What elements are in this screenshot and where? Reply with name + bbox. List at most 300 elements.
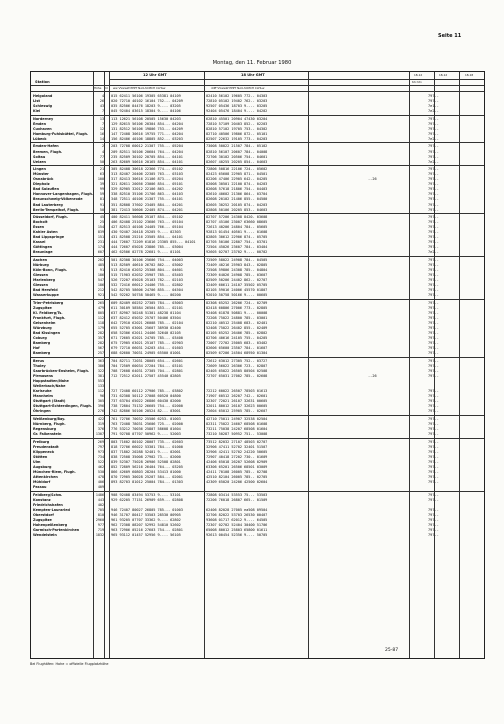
- station-name: Oberstdorf: [33, 512, 54, 517]
- obs-12utc: 946 72407 80027 26805 785--- 01003: [111, 507, 183, 512]
- table-row: [31, 432, 486, 437]
- station-name: Frankfurt, Flugh.: [33, 316, 66, 321]
- station-height: 257: [97, 351, 104, 356]
- station-name: Giessen: [33, 273, 48, 278]
- station-name: Emden: [33, 121, 46, 126]
- obs-18utc: 82805 30612 22906 874-- 05705: [206, 235, 268, 240]
- extra-columns: 797--: [428, 240, 439, 245]
- group-separator: [31, 299, 484, 300]
- station-height: 282: [97, 341, 104, 346]
- station-height: 91: [99, 202, 104, 207]
- obs-18utc: 82707 45106 23007 63660 08605: [206, 220, 268, 225]
- station-name: Wasserkuppe: [33, 293, 59, 298]
- station-name: Bad Hersfeld: [33, 288, 58, 293]
- weather-table: [30, 71, 485, 659]
- station-height: 91: [99, 268, 104, 273]
- station-name: Freudenstadt: [33, 444, 59, 449]
- station-height: 547: [97, 278, 104, 283]
- station-height: 357: [97, 336, 104, 341]
- station-name: Bad Lippspringe: [33, 235, 65, 240]
- obs-12utc: 776 53212 70036 25807 58608 01604: [111, 427, 181, 432]
- extra-columns: 797--: [428, 167, 439, 172]
- obs-12utc: 837 71802 20288 52401 9---- 02001: [111, 449, 181, 454]
- extra-columns: 797--: [428, 346, 439, 351]
- station-height: 522: [97, 459, 104, 464]
- obs-18utc: 72707 65031 27002 785-- 02608: [206, 374, 268, 379]
- obs-18utc: 32011 80012 26107 32623 00605: [206, 404, 268, 409]
- extra-columns: 797--: [428, 305, 439, 310]
- header-sub12: ww VVwwW PPPT NₕCLhCMCH CLHLw: [113, 86, 166, 90]
- station-height: 99: [99, 187, 104, 192]
- station-height: 50: [99, 159, 104, 164]
- obs-18utc: 73211 75038 24207 68508 01604: [206, 427, 268, 432]
- page-number: Seite 11: [438, 33, 462, 39]
- obs-12utc: 329 82905 32012 22106 863--- 04202: [111, 187, 183, 192]
- station-name: Augsburg: [33, 464, 52, 469]
- station-name: Coburg: [33, 336, 47, 341]
- obs-12utc: 400 82411 56608 25107 854--- 05102: [111, 215, 183, 220]
- extra-columns: 797--: [428, 374, 439, 379]
- station-height: 1832: [95, 533, 104, 538]
- obs-18utc: 62810 45501 20904 47430 03204: [206, 116, 268, 121]
- obs-12utc: 637 82907 50248 51301 48238 01104: [111, 311, 181, 315]
- station-name: Kiel: [33, 109, 41, 114]
- obs-18utc: 72212 60022 26507 78503 01613: [206, 389, 268, 394]
- station-height: 319: [97, 422, 104, 427]
- obs-18utc: 72208 75022 24800 785-- 03001: [206, 316, 268, 321]
- header-sub18: ddff VVwwW PPPT NₕCLhCMCH CLHLw: [211, 86, 265, 90]
- extra-columns: 797--: [428, 326, 439, 331]
- obs-12utc: 704 82711 72031 28005 654--- 02601: [111, 358, 183, 363]
- station-height: 805: [97, 311, 104, 315]
- obs-18utc: 92813 01454 40501 9---- 01608: [206, 230, 268, 235]
- obs-12utc: 381 72413 50606 22405 874--- 04201: [111, 207, 183, 212]
- station-name: Konstanz: [33, 497, 51, 502]
- remark: --26: [368, 177, 377, 182]
- obs-18utc: 82509 67206 24504 68950 01304: [206, 351, 268, 356]
- station-height: 479: [97, 305, 104, 310]
- obs-12utc: 962 72308 08207 52992 54810 52602: [111, 523, 181, 527]
- extra-columns: 797--: [428, 394, 439, 399]
- obs-12utc: 961 93205 07707 33362 9---- 62802: [111, 517, 181, 522]
- station-height: 797: [97, 444, 104, 449]
- obs-18utc: 82311 75022 24607 68508 01608: [206, 422, 268, 427]
- obs-18utc: 62406 82028 27005 ea508 09504: [206, 507, 268, 512]
- station-name: Geisenheim: [33, 321, 56, 326]
- station-name: Friedrichshafen: [33, 502, 63, 507]
- obs-18utc: 32409 60611 24107 35502 05705: [206, 283, 268, 288]
- station-name: Zugspitze: [33, 517, 52, 522]
- obs-12utc: 203 72708 60012 21307 755--- 05204: [111, 144, 183, 149]
- extra-columns: 797--: [428, 230, 439, 235]
- extra-columns: 797--: [428, 94, 439, 98]
- station-height: 386: [97, 364, 104, 368]
- extra-columns: 797--: [428, 409, 439, 414]
- station-name: Aachen: [33, 258, 48, 262]
- obs-12utc: 737 63704 65022 26806 60430 02000: [111, 399, 181, 404]
- header-gmt12: 12 Uhr GMT: [143, 73, 167, 77]
- obs-18utc: 72810 57109 20403 852-- 02203: [206, 121, 268, 126]
- station-height: 406: [97, 480, 104, 485]
- station-name: Feldberg/Schw.: [33, 492, 63, 497]
- obs-12utc: 462 62506 02778 22601 9---- 01101: [111, 250, 181, 255]
- station-name: List: [33, 99, 40, 104]
- extra-columns: 797--: [428, 399, 439, 404]
- obs-18utc: 72007 72702 25005 683-- 03402: [206, 341, 268, 346]
- obs-12utc: 313 82407 20406 22305 763--- 03103: [111, 172, 183, 177]
- extra-columns: 797--: [428, 480, 439, 485]
- obs-12utc: 671 72605 62021 24705 785--- 03400: [111, 336, 183, 341]
- station-name: Bad Lauterberg: [33, 202, 63, 207]
- footnote: Bei Flughäfen: Hohe = offizielle Flugplatzhöhe: [30, 662, 109, 666]
- station-name: Nürnberg, Flugh.: [33, 422, 66, 427]
- obs-12utc: 542 82705 58606 24706 855--- 04504: [111, 288, 183, 293]
- obs-12utc: 020 72710 40102 16104 752--- 04209: [111, 99, 183, 104]
- extra-columns: 797--: [428, 207, 439, 212]
- obs-18utc: 32307 72021 26107 32631 00605: [206, 399, 268, 404]
- header-hoehe: Höhe: [94, 86, 102, 90]
- obs-18utc: 82308 65252 26206 724-- 02709: [206, 300, 268, 305]
- obs-18utc: 82808 50106 20205 853-- 04603: [206, 207, 268, 212]
- station-name: Bamberg: [33, 351, 51, 356]
- station-height: 402: [97, 502, 104, 507]
- station-name: Hof: [33, 346, 40, 351]
- station-name: Zugspitze: [33, 305, 52, 310]
- extra-columns: 797--: [428, 121, 439, 126]
- station-height: 4: [101, 94, 104, 98]
- table-row: [31, 208, 486, 213]
- obs-18utc: 92605 02707 23702 9---- 00702: [206, 250, 268, 255]
- station-height: 202: [97, 258, 104, 262]
- group-separator: [31, 142, 484, 143]
- extra-columns: 7e1--: [428, 104, 439, 109]
- station-name: Regensburg: [33, 427, 57, 432]
- obs-12utc: 965 93112 01457 52956 9---- 56105: [111, 533, 181, 538]
- obs-12utc: 763 72408 78031 25606 725--- 02000: [111, 422, 183, 427]
- extra-columns: 797--: [428, 523, 439, 527]
- station-name: Kahler Asten: [33, 230, 58, 235]
- obs-18utc: 82418 60806 27006 773-- 02805: [206, 305, 268, 310]
- extra-columns: 797--: [428, 202, 439, 207]
- obs-12utc: 791 92708 07707 50962 9---- 52003: [111, 432, 181, 437]
- extra-columns: 797--: [428, 177, 439, 182]
- extra-columns: 797--: [428, 321, 439, 326]
- obs-18utc: 72504 45026 23607 784-- 03404: [206, 245, 268, 250]
- remark: --26: [368, 374, 377, 379]
- obs-12utc: 712 72512 62011 27507 45540 02805: [111, 374, 181, 379]
- station-height: 443: [97, 497, 104, 502]
- extra-columns: 797--: [428, 283, 439, 288]
- obs-12utc: 015 62411 56106 19305 65381 04109: [111, 94, 181, 98]
- extra-columns: 797--: [428, 389, 439, 394]
- obs-18utc: 82705 50106 22807 754-- 03701: [206, 240, 268, 245]
- obs-12utc: 870 72905 30028 25207 584--- 02001: [111, 475, 183, 480]
- station-name: Bocholt: [33, 220, 48, 225]
- station-height: 322: [97, 369, 104, 374]
- station-name: Hannover-Langenhagen, Flugh.: [33, 192, 94, 197]
- obs-18utc: 82423 65608 22905 871-- 04501: [206, 172, 268, 177]
- table-row: [31, 533, 486, 538]
- table-row: [31, 137, 486, 142]
- station-height: 282: [97, 331, 104, 336]
- station-height: 25: [99, 220, 104, 225]
- station-height: 231: [97, 240, 104, 245]
- station-height: 607: [97, 250, 104, 255]
- station-name: Öhringen: [33, 409, 51, 414]
- station-name: Karlsruhe: [33, 389, 52, 394]
- obs-12utc: 035 82506 84476 18203 9---- 03205: [111, 104, 181, 109]
- obs-18utc: 82206 47406 22905 642-- 04205: [206, 177, 268, 182]
- station-name: Weilerbach/Nahe: [33, 384, 66, 389]
- station-name: Kassel: [33, 240, 46, 245]
- obs-12utc: 351 82808 37602 23405 884--- 04201: [111, 202, 183, 207]
- obs-18utc: 52408 75022 26402 855-- 02409: [206, 326, 268, 331]
- station-name: Gr. Falkenstein: [33, 432, 62, 437]
- obs-12utc: 526 72207 65028 25103 782--- 02103: [111, 278, 183, 283]
- station-height: 154: [97, 225, 104, 230]
- station-name: Bremen, Flugh.: [33, 149, 63, 154]
- extra-columns: 797--: [428, 220, 439, 225]
- station-name: Trier-Petrisberg: [33, 300, 64, 305]
- station-height: 7: [101, 121, 104, 126]
- obs-18utc: 82706 40616 24105 755-- 04205: [206, 336, 268, 341]
- extra-columns: 7e2--: [428, 159, 439, 164]
- station-name: Schleswig: [33, 104, 53, 109]
- extra-columns: 797--: [428, 154, 439, 159]
- obs-18utc: 73512 82032 27107 48503 02707: [206, 439, 268, 444]
- table-row: [31, 109, 486, 114]
- station-name: Wendelstein: [33, 533, 57, 538]
- obs-18utc: 72508 59806 24308 785-- 04804: [206, 268, 268, 273]
- obs-12utc: 852 72809 56216 26404 764--- 03205: [111, 464, 183, 469]
- extra-columns: 797--: [428, 417, 439, 421]
- station-name: Tholey: [33, 364, 46, 368]
- obs-18utc: 82405 65022 26505 80504 02508: [206, 369, 268, 374]
- obs-12utc: 803 71602 80102 28007 735--- 02603: [111, 439, 183, 444]
- station-name: Attenkirchen: [33, 475, 58, 480]
- station-height: 363: [97, 358, 104, 363]
- station-height: 186: [97, 283, 104, 288]
- obs-18utc: 71907 60512 26207 742-- 02601: [206, 394, 268, 399]
- extra-columns: 797--: [428, 507, 439, 512]
- obs-18utc: 72907 40418 27202 730-- 01609: [206, 454, 268, 459]
- obs-12utc: 156 82406 40106 18805 852--- 03203: [111, 136, 183, 141]
- obs-12utc: 444 72607 72209 61816 23305 855--- 04101: [111, 240, 196, 245]
- station-height: 422: [97, 417, 104, 421]
- station-height: 26: [99, 99, 104, 104]
- station-height: 381: [97, 374, 104, 379]
- extra-columns: 797--: [428, 336, 439, 341]
- obs-12utc: 642 72910 62021 26008 785--- 02104: [111, 321, 183, 326]
- obs-18utc: 82509 50206 24402 862-- 02707: [206, 278, 268, 283]
- group-separator: [31, 438, 484, 439]
- obs-18utc: 32706 82022 53703 26530 00407: [206, 512, 268, 517]
- obs-12utc: 731 62308 50112 27008 60520 04800: [111, 394, 181, 399]
- obs-18utc: 72309 64026 24908 785-- 03607: [206, 273, 268, 278]
- station-height: 2960: [95, 517, 104, 522]
- obs-12utc: 235 82509 30102 20705 854--- 04101: [111, 154, 183, 159]
- extra-columns: 797--: [428, 187, 439, 192]
- obs-12utc: 708 72608 64031 27305 704--- 02801: [111, 369, 183, 374]
- station-name: Mannheim: [33, 394, 53, 399]
- obs-12utc: 263 82609 50616 20165 854--- 04101: [111, 159, 183, 164]
- station-name: Marienberg: [33, 278, 56, 283]
- group-separator: [31, 256, 484, 257]
- extra-columns: 797--: [428, 268, 439, 273]
- obs-12utc: 675 72905 63021 25107 785--- 02903: [111, 341, 183, 346]
- extra-columns: 797--: [428, 293, 439, 298]
- station-name: Saarbrücken-Ensheim, Flugh.: [33, 369, 90, 374]
- obs-18utc: 42710 75011 24907 32538 02504: [206, 417, 268, 421]
- obs-12utc: 738 72804 75132 26605 754--- 02000: [111, 404, 183, 409]
- station-height: 14: [99, 136, 104, 141]
- station-height: 553: [97, 379, 104, 384]
- extra-columns: 797--: [428, 528, 439, 533]
- station-height: 810: [97, 512, 104, 517]
- obs-18utc: 92404 05476 18404 9---- 04202: [206, 109, 268, 114]
- obs-18utc: 82608 20102 21406 855-- 04500: [206, 197, 268, 202]
- station-height: 462: [97, 464, 104, 469]
- station-name: Weißenburg/Bay.: [33, 417, 66, 421]
- extra-columns: 7e2--: [428, 109, 439, 114]
- extra-columns: 797--: [428, 464, 439, 469]
- station-height: 77: [99, 154, 104, 159]
- obs-12utc: 444 72607 65028 23806 785--- 03004: [111, 245, 183, 250]
- station-height: 839: [97, 230, 104, 235]
- obs-18utc: 72509 58022 24908 784-- 04505: [206, 258, 268, 262]
- station-name: Brauniage: [33, 250, 53, 255]
- obs-12utc: 513 82509 40610 26702 862--- 03002: [111, 263, 183, 268]
- station-name: Stuttgart (Stadt): [33, 399, 66, 404]
- obs-12utc: 131 82512 56106 19806 753--- 04209: [111, 126, 183, 131]
- obs-12utc: 761 72706 70032 25506 6253- 01003: [111, 417, 181, 421]
- station-height: 705: [97, 507, 104, 512]
- extra-columns: 797--: [428, 432, 439, 437]
- obs-12utc: 929 62205 77151 26909 659--- 02808: [111, 497, 183, 502]
- header-id: Id: [105, 86, 108, 90]
- station-height: 719: [97, 528, 104, 533]
- station-height: 409: [97, 485, 104, 490]
- station-height: 50: [99, 207, 104, 212]
- table-row: [31, 250, 486, 255]
- obs-12utc: 838 72508 35008 27902 73--- 02000: [111, 454, 181, 459]
- obs-12utc: 045 92404 03615 18304 9---- 04106: [111, 109, 181, 114]
- station-name: Braunschweig-Völkenrode: [33, 197, 83, 202]
- station-height: 16: [99, 131, 104, 136]
- station-height: 118: [97, 321, 104, 326]
- stamp: 25-87: [385, 648, 399, 653]
- obs-18utc: 93608 01717 62012 9---- 64505: [206, 517, 268, 522]
- obs-12utc: 742 82806 50106 20524 82--- 03001: [111, 409, 181, 414]
- obs-12utc: 321 82611 20056 23006 854--- 05101: [111, 182, 183, 187]
- station-name: Garmisch-Partenkirchen: [33, 528, 80, 533]
- station-name: Hoppstadten/Nahe: [33, 379, 69, 384]
- extra-columns: 797--: [428, 215, 439, 220]
- extra-columns: 797--: [428, 311, 439, 315]
- obs-18utc: 82105 59016 24006 45570 01807: [206, 288, 268, 293]
- obs-18utc: 72307 02702 52404 30400 51706: [206, 523, 268, 527]
- station-height: 13: [99, 116, 104, 121]
- group-separator: [31, 213, 484, 214]
- extra-columns: 797--: [428, 512, 439, 517]
- extra-columns: 7e2--: [428, 136, 439, 141]
- obs-12utc: 609 82409 60252 27305 784--- 03003: [111, 300, 183, 305]
- station-name: Düsseldorf, Flugh.: [33, 215, 68, 220]
- station-height: 567: [97, 346, 104, 351]
- obs-18utc: 72613 40206 24804 784-- 05605: [206, 225, 268, 230]
- station-height: 151: [97, 235, 104, 240]
- obs-12utc: 704 72509 60034 27204 784--- 03101: [111, 364, 183, 368]
- extra-columns: 7e2--: [428, 250, 439, 255]
- station-height: 179: [97, 326, 104, 331]
- extra-columns: 797--: [428, 288, 439, 293]
- station-height: 276: [97, 409, 104, 414]
- station-height: 186: [97, 273, 104, 278]
- obs-18utc: 82605 30252 20105 874-- 04203: [206, 202, 268, 207]
- extra-columns: 797--: [428, 369, 439, 374]
- obs-18utc: 82105 65252 26406 785-- 02802: [206, 331, 268, 336]
- extra-columns: 797--: [428, 454, 439, 459]
- table-row: [31, 293, 486, 298]
- station-name: Münster: [33, 172, 49, 177]
- station-height: 4: [101, 149, 104, 154]
- station-height: 977: [97, 523, 104, 527]
- extra-columns: 797--: [428, 182, 439, 187]
- obs-12utc: 637 82412 65032 25707 50406 03504: [111, 316, 181, 321]
- extra-columns: 797--: [428, 235, 439, 240]
- station-name: Berlin-Tempelhof, Flugh.: [33, 207, 80, 212]
- extra-columns: 797--: [428, 364, 439, 368]
- obs-12utc: 209 82511 50106 20604 764--- 04204: [111, 149, 183, 154]
- station-height: 7: [101, 109, 104, 114]
- extra-columns: 797--: [428, 300, 439, 305]
- obs-12utc: 427 82513 40108 24405 766--- 05104: [111, 225, 183, 230]
- obs-18utc: 72706 30102 20506 754-- 04601: [206, 154, 268, 159]
- obs-12utc: 542 92202 50758 50465 9---- 00200: [111, 293, 181, 298]
- extra-columns: 797--: [428, 116, 439, 121]
- group-separator: [31, 357, 484, 358]
- obs-12utc: 655 52705 63001 25607 38930 02400: [111, 326, 181, 331]
- station-height: 734: [97, 454, 104, 459]
- extra-columns: 797--: [428, 341, 439, 346]
- station-name: Diepholz: [33, 182, 50, 187]
- station-name: Würzburg: [33, 326, 52, 331]
- obs-18utc: 42406 65018 26207 52608 02909: [206, 459, 268, 464]
- station-name: Ulm: [33, 459, 41, 464]
- group-separator: [31, 165, 484, 166]
- station-height: 59: [99, 192, 104, 197]
- station-height: 63: [99, 172, 104, 177]
- station-height: 21: [99, 167, 104, 172]
- obs-18utc: 82810 56107 20607 784-- 04008: [206, 149, 268, 154]
- station-name: Hohenpeißenberg: [33, 523, 68, 527]
- extra-columns: 797--: [428, 470, 439, 474]
- obs-18utc: 82610 40602 21306 864-- 03704: [206, 192, 268, 197]
- obs-18utc: 82008 30501 22100 874-- 04203: [206, 182, 268, 187]
- table-row: [31, 485, 486, 490]
- header-col1: 18-12: [414, 73, 423, 77]
- obs-18utc: 82210 40512 25408 683-- 02401: [206, 321, 268, 326]
- header-col3: 18-18: [465, 73, 474, 77]
- group-separator: [31, 115, 484, 116]
- station-height: 1486: [95, 492, 104, 497]
- station-height: 485: [97, 263, 104, 268]
- group-separator: [31, 415, 484, 416]
- obs-12utc: 611 30109 58584 26504 853--- 02101: [111, 305, 183, 310]
- station-name: Uelzen: [33, 159, 46, 164]
- extra-columns: 797--: [428, 149, 439, 154]
- obs-18utc: 72604 65012 25905 785-- 02607: [206, 409, 268, 414]
